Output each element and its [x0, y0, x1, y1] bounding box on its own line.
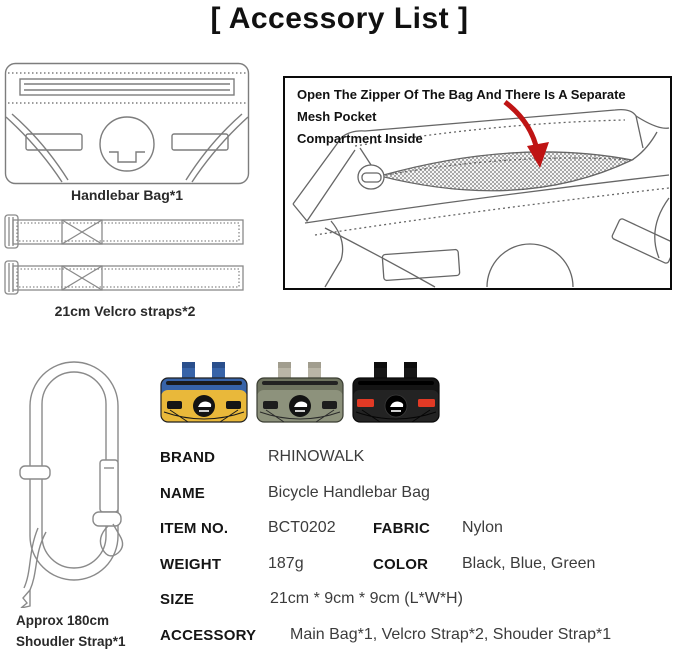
spec-value-brand: RHINOWALK	[268, 448, 365, 465]
spec-row-weight-color	[160, 556, 676, 578]
spec-label-weight: WEIGHT	[160, 556, 222, 573]
bag-blue	[161, 362, 247, 422]
handlebar-bag-sketch	[4, 62, 250, 186]
bag-green	[257, 362, 343, 422]
spec-value-itemno: BCT0202	[268, 519, 336, 536]
brand-logo-icon	[193, 395, 215, 417]
shoulder-strap-label-line1: Approx 180cm	[16, 613, 110, 628]
shoulder-strap-sketch	[8, 356, 138, 608]
product-image-blue	[158, 360, 250, 428]
product-image-green	[254, 360, 346, 428]
brand-logo-icon	[385, 395, 407, 417]
spec-label-itemno: ITEM NO.	[160, 520, 229, 537]
spec-label-color: COLOR	[373, 556, 429, 573]
spec-row-name	[160, 485, 676, 507]
page-title: [ Accessory List ]	[210, 2, 469, 35]
spec-value-accessory: Main Bag*1, Velcro Strap*2, Shouder Strap*1	[290, 626, 612, 643]
spec-label-size: SIZE	[160, 591, 195, 608]
spec-value-color: Black, Blue, Green	[462, 555, 596, 572]
handlebar-bag-outline	[6, 64, 249, 184]
velcro-straps-sketch	[4, 212, 246, 302]
callout-line-2: Compartment Inside	[297, 131, 423, 146]
spec-row-accessory	[160, 627, 676, 649]
spec-value-name: Bicycle Handlebar Bag	[268, 484, 430, 501]
spec-value-fabric: Nylon	[462, 519, 503, 536]
product-variant-images	[158, 360, 442, 428]
spec-label-accessory: ACCESSORY	[160, 627, 257, 644]
mesh-pocket-callout	[283, 76, 672, 290]
bag-black	[353, 362, 439, 422]
spec-value-weight: 187g	[268, 555, 304, 572]
handlebar-bag-label: Handlebar Bag*1	[70, 187, 184, 203]
shoulder-strap-outline	[20, 362, 123, 608]
spec-row-brand	[160, 449, 676, 471]
spec-row-itemno-fabric	[160, 520, 676, 542]
spec-value-size: 21cm * 9cm * 9cm (L*W*H)	[270, 590, 463, 607]
shoulder-strap-label-line2: Shoudler Strap*1	[16, 634, 126, 649]
velcro-strap-2	[5, 261, 243, 294]
velcro-strap-1	[5, 215, 243, 248]
spec-row-size	[160, 591, 676, 613]
spec-label-fabric: FABRIC	[373, 520, 431, 537]
callout-text	[297, 84, 662, 150]
spec-label-brand: BRAND	[160, 449, 216, 466]
brand-logo-icon	[289, 395, 311, 417]
callout-line-1: Open The Zipper Of The Bag And There Is A Separate Mesh Pocket	[297, 87, 626, 124]
product-image-black	[350, 360, 442, 428]
velcro-straps-label: 21cm Velcro straps*2	[54, 303, 196, 319]
shoulder-strap-label	[16, 610, 126, 652]
spec-label-name: NAME	[160, 485, 205, 502]
